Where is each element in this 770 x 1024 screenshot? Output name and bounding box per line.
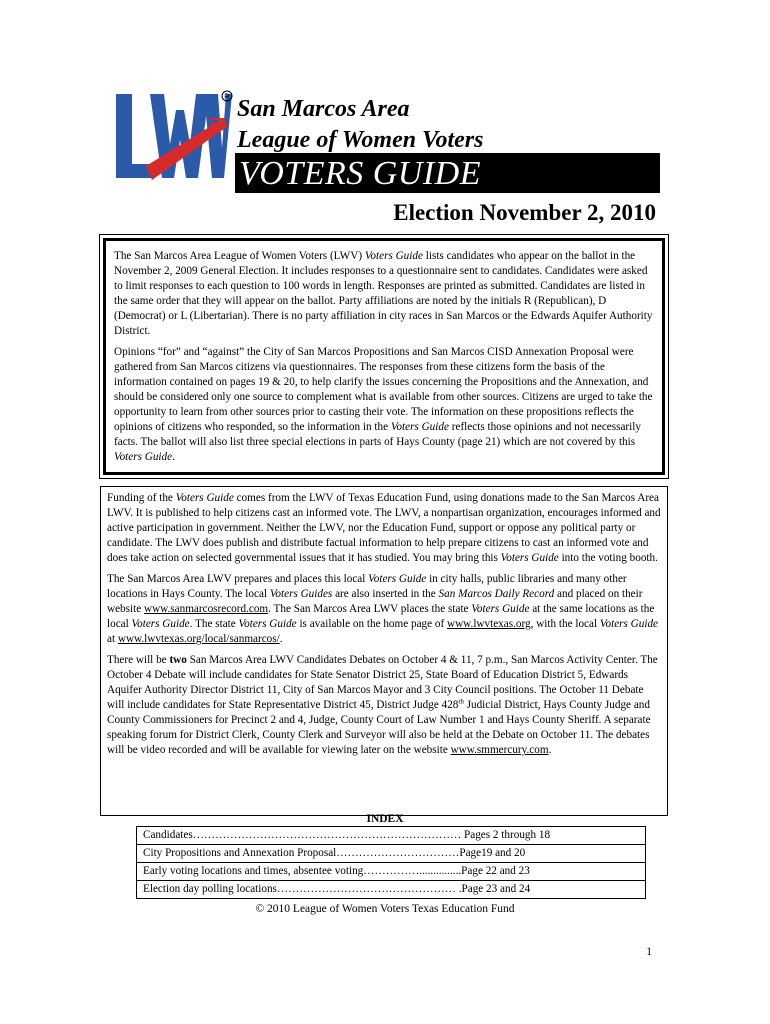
- index-title: INDEX: [366, 813, 404, 825]
- page-number: 1: [646, 946, 652, 958]
- intro-box: [103, 238, 665, 475]
- index-row: City Propositions and Annexation Proposal……………………………Page19 and 20: [137, 845, 646, 863]
- copyright: © 2010 League of Women Voters Texas Education Fund: [255, 903, 515, 915]
- election-date: Election November 2, 2010: [393, 200, 656, 225]
- funding-box: [100, 486, 668, 816]
- smmercury-link[interactable]: www.smmercury.com: [450, 744, 549, 756]
- org-name-line2: League of Women Voters: [237, 127, 484, 153]
- svg-text:R: R: [224, 93, 230, 101]
- sanmarcosrecord-link[interactable]: www.sanmarcosrecord.com: [143, 603, 269, 615]
- lwvtexas-link[interactable]: www.lwvtexas.org: [447, 618, 531, 630]
- index-row: Candidates……………………………………………………………… Pages 2 through 18: [137, 827, 646, 845]
- index-row: Early voting locations and times, absentee voting……………...............Page 22 and 23: [137, 863, 646, 881]
- distribution-paragraph: The San Marcos Area LWV prepares and places this local Voters Guide in city halls, public libraries and many other locations in Hays County. The local Voters Guides are also inserted in the San Marcos Daily Record and placed on their website www.sanmarcosrecord.com. The San Marcos Area LWV places the state Voters Guide at the same locations as the local Voters Guide. The state Voters Guide is available on the home page of www.lwvtexas.org, with the local Voters Guide at www.lwvtexas.org/local/sanmarcos/.: [107, 573, 659, 645]
- index-row: Election day polling locations………………………………………… .Page 23 and 24: [137, 881, 646, 899]
- intro-paragraph-2: Opinions “for” and “against” the City of San Marcos Propositions and San Marcos CISD Annexation Proposal were gathered from San Marcos citizens via questionnaires. The responses from these citizens form the basis of the information contained on pages 19 & 20, to help clarify the issues concerning the Propositions and the Annexation, and should be considered only one source to complement what is available from other sources. Citizens are urged to take the opportunity to learn from other sources prior to casting their vote. The information on these propositions reflects the opinions of citizens who responded, so the information in the Voters Guide reflects those opinions and not necessarily facts. The ballot will also list three special elections in parts of Hays County (page 21) which are not covered by this Voters Guide.: [114, 346, 653, 463]
- funding-paragraph: Funding of the Voters Guide comes from the LWV of Texas Education Fund, using donations made to the San Marcos Area LWV. It is published to help citizens cast an informed vote. The LWV, a nonpartisan organization, encourages informed and active participation in government. Neither the LWV, nor the Education Fund, support or oppose any political party or candidate. The LWV does publish and distribute factual information to help prepare citizens to cast an informed vote and does take action on selected governmental issues that it has studied. You may bring this Voters Guide into the voting booth.: [107, 492, 661, 564]
- index-table: [136, 826, 646, 899]
- intro-paragraph-1: The San Marcos Area League of Women Voters (LWV) Voters Guide lists candidates who appear on the ballot in the November 2, 2009 General Election. It includes responses to a questionnaire sent to candidates. Candidates were asked to limit responses to each question to 100 words in length. Responses are printed as submitted. Candidates are listed in the same order that they will appear on the ballot. Party affiliations are noted by the initials R (Republican), D (Democrat) or L (Libertarian). There is no party affiliation in city races in San Marcos or the Edwards Aquifer Authority District.: [114, 250, 653, 337]
- org-name-line1: San Marcos Area: [237, 96, 410, 122]
- guide-title: VOTERS GUIDE: [239, 155, 482, 192]
- debates-paragraph: There will be two San Marcos Area LWV Candidates Debates on October 4 & 11, 7 p.m., San Marcos Activity Center. The October 4 Debate will include candidates for State Senator District 25, State Board of Education District 5, Edwards Aquifer Authority Director District 11, City of San Marcos Mayor and 3 City Council positions. The October 11 Debate will include candidates for State Representative District 45, District Judge 428th Judicial District, Hays County Judge and County Commissioners for Precinct 2 and 4, Judge, County Court of Law Number 1 and Hays County Sheriff. A separate speaking forum for District Clerk, County Clerk and Surveyor will also be held at the Debate on October 11. The debates will be video recorded and will be available for viewing later on the website www.smmercury.com.: [107, 654, 658, 756]
- lwv-logo: [112, 88, 234, 184]
- lwvtexas-sanmarcos-link[interactable]: www.lwvtexas.org/local/sanmarcos/: [117, 633, 280, 645]
